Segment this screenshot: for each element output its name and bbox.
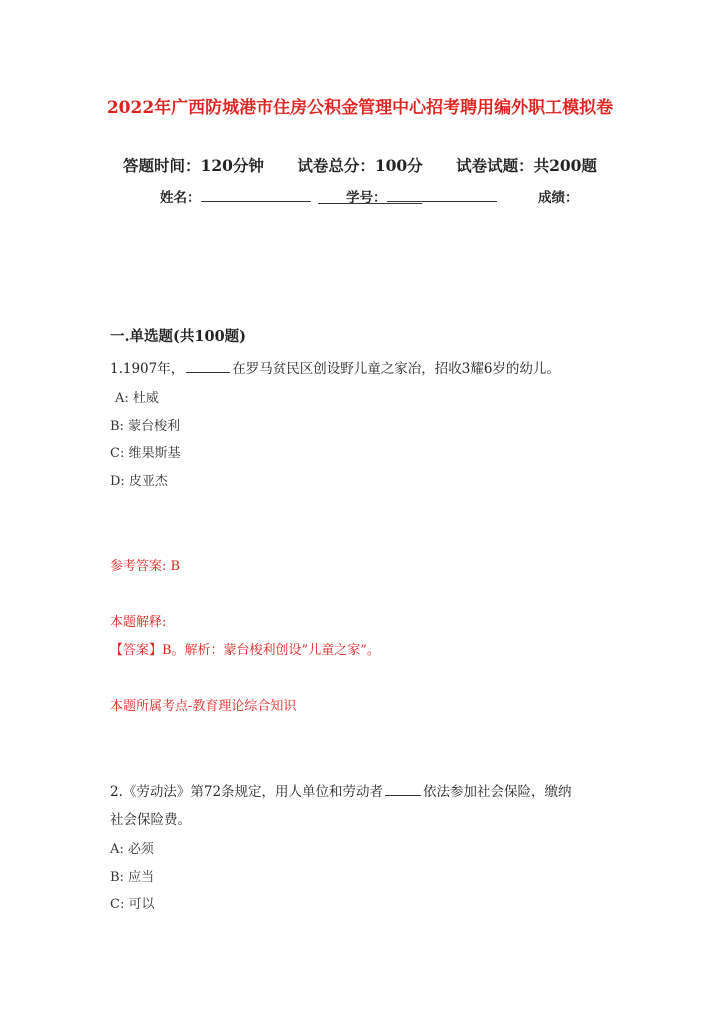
- student-id-blank: [387, 188, 497, 202]
- exam-meta: [0, 154, 720, 176]
- question-1-answer: 参考答案: B: [110, 559, 181, 574]
- question-2-line-2: 社会保险费。: [110, 812, 191, 828]
- question-1-explanation: 【答案】B。解析：蒙台梭利创设”儿童之家”。: [110, 643, 380, 658]
- question-1-option-a: A: 杜威: [115, 391, 159, 406]
- question-2-option-c: C: 可以: [110, 897, 155, 912]
- question-1-option-d: D: 皮亚杰: [110, 474, 168, 489]
- question-2-prefix: 2.《劳动法》第72条规定，用人单位和劳动者: [110, 784, 384, 800]
- score-field: [538, 186, 579, 206]
- question-1-explain-label: 本题解释:: [110, 615, 167, 630]
- score-label: 成绩：: [538, 190, 579, 206]
- question-2: [110, 780, 572, 800]
- question-1-option-c: C: 维果斯基: [110, 446, 181, 461]
- time-limit: 答题时间：120分钟: [123, 156, 264, 175]
- question-2-suffix: 依法参加社会保险，缴纳: [423, 784, 572, 800]
- student-id-label: 学号：: [346, 190, 387, 206]
- exam-title: 2022年广西防城港市住房公积金管理中心招考聘用编外职工模拟卷: [106, 98, 614, 118]
- question-1-blank: [186, 360, 230, 373]
- question-1-option-b: B: 蒙台梭利: [110, 419, 181, 434]
- question-1: [110, 357, 560, 377]
- name-field: [160, 186, 311, 206]
- question-1-topic: 本题所属考点-教育理论综合知识: [110, 699, 297, 714]
- question-count: 试卷试题：共200题: [456, 156, 597, 175]
- question-1-suffix: 在罗马贫民区创设野儿童之家冶，招收3耀6岁的幼儿。: [232, 361, 560, 377]
- name-blank: [201, 188, 311, 202]
- score-blank: [318, 203, 422, 204]
- section-title: 一.单选题(共100题): [110, 328, 247, 345]
- question-2-option-a: A: 必须: [110, 842, 154, 857]
- total-score: 试卷总分：100分: [297, 156, 423, 175]
- question-2-option-b: B: 应当: [110, 870, 155, 885]
- question-2-blank: [385, 783, 421, 796]
- question-1-prefix: 1.1907年，: [110, 361, 185, 377]
- name-label: 姓名：: [160, 190, 201, 206]
